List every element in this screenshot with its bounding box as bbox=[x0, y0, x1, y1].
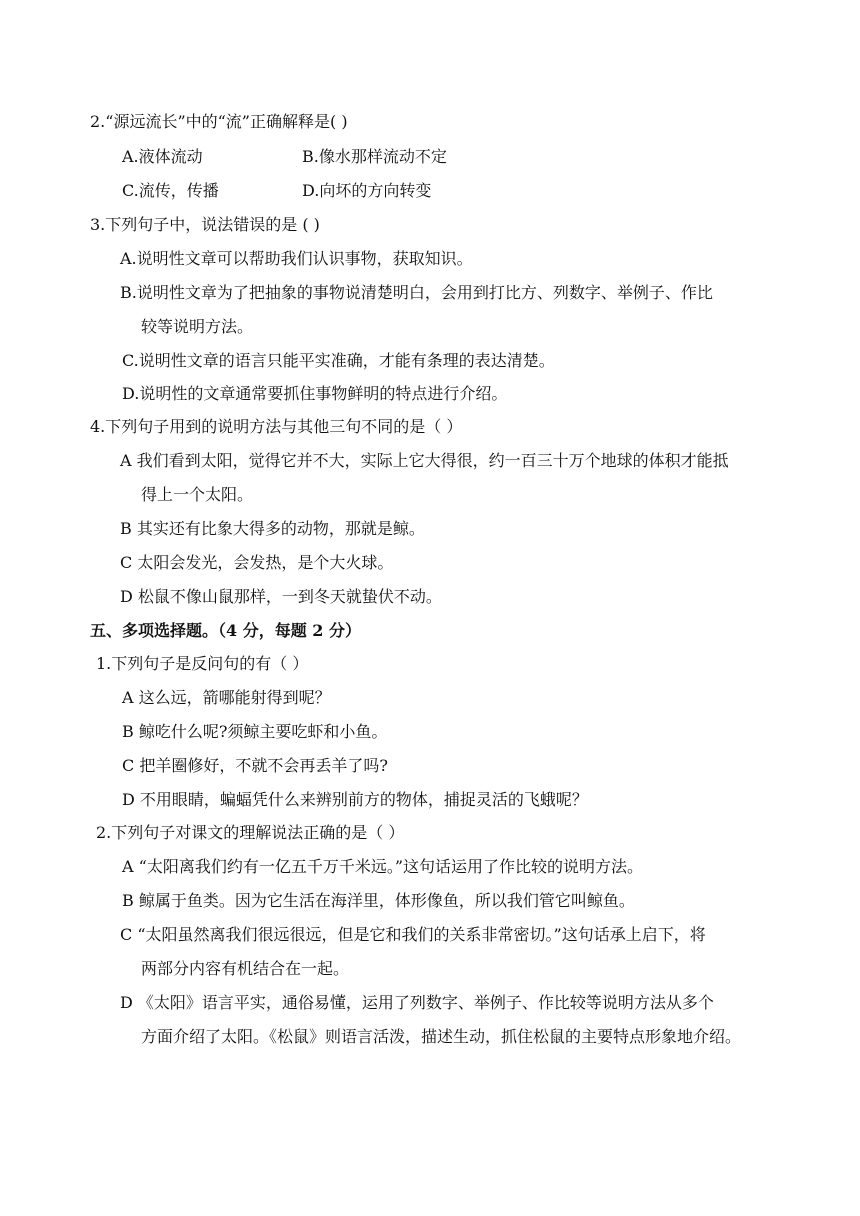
question-2-option-b: B.像水那样流动不定 bbox=[302, 147, 447, 166]
question-2-stem: 2.“源远流长”中的“流”正确解释是( ) bbox=[90, 112, 348, 131]
question-3-option-b-line2: 较等说明方法。 bbox=[141, 317, 254, 336]
question-2-option-d: D.向坏的方向转变 bbox=[302, 181, 432, 200]
question-3-option-d: D.说明性的文章通常要抓住事物鲜明的特点进行介绍。 bbox=[122, 384, 508, 403]
multi-question-2-option-c-line2: 两部分内容有机结合在一起。 bbox=[141, 959, 350, 978]
question-3-stem: 3.下列句子中，说法错误的是 ( ) bbox=[90, 215, 320, 234]
multi-question-2-option-a: A “太阳离我们约有一亿五千万千米远。”这句话运用了作比较的说明方法。 bbox=[122, 857, 644, 876]
question-3-option-b-line1: B.说明性文章为了把抽象的事物说清楚明白，会用到打比方、列数字、举例子、作比 bbox=[120, 283, 713, 302]
question-4-option-b: B 其实还有比象大得多的动物，那就是鲸。 bbox=[120, 519, 425, 538]
question-4-option-c: C 太阳会发光，会发热，是个大火球。 bbox=[120, 553, 394, 572]
question-4-option-a-line1: A 我们看到太阳，觉得它并不大，实际上它大得很，约一百三十万个地球的体积才能抵 bbox=[120, 451, 729, 470]
multi-question-1-option-b: B 鲸吃什么呢?须鲸主要吃虾和小鱼。 bbox=[122, 722, 388, 741]
multi-question-1-option-d: D 不用眼睛，蝙蝠凭什么来辨别前方的物体，捕捉灵活的飞蛾呢？ bbox=[122, 790, 588, 809]
multi-question-2-option-c-line1: C “太阳虽然离我们很远很远，但是它和我们的关系非常密切。”这句话承上启下，将 bbox=[120, 925, 706, 944]
question-2-option-a: A.液体流动 bbox=[122, 147, 203, 166]
question-2-option-c: C.流传，传播 bbox=[122, 181, 219, 200]
multi-question-2-option-d-line2: 方面介绍了太阳。《松鼠》则语言活泼，描述生动，抓住松鼠的主要特点形象地介绍。 bbox=[141, 1027, 742, 1046]
multi-question-1-option-c: C 把羊圈修好，不就不会再丢羊了吗? bbox=[122, 756, 388, 775]
multi-question-2-stem: 2.下列句子对课文的理解说法正确的是（ ） bbox=[96, 823, 405, 842]
question-3-option-c: C.说明性文章的语言只能平实准确，才能有条理的表达清楚。 bbox=[122, 351, 555, 370]
multi-question-1-option-a: A 这么远，箭哪能射得到呢？ bbox=[122, 688, 331, 707]
multi-question-1-stem: 1.下列句子是反问句的有（ ） bbox=[96, 654, 309, 673]
section-5-title: 五、多项选择题。（4 分，每题 2 分） bbox=[90, 621, 361, 640]
question-4-stem: 4.下列句子用到的说明方法与其他三句不同的是（ ） bbox=[90, 417, 463, 436]
question-4-option-d: D 松鼠不像山鼠那样，一到冬天就蛰伏不动。 bbox=[120, 587, 442, 606]
question-3-option-a: A.说明性文章可以帮助我们认识事物，获取知识。 bbox=[120, 249, 473, 268]
question-4-option-a-line2: 得上一个太阳。 bbox=[141, 485, 254, 504]
multi-question-2-option-b: B 鲸属于鱼类。因为它生活在海洋里，体形像鱼，所以我们管它叫鲸鱼。 bbox=[122, 891, 635, 910]
multi-question-2-option-d-line1: D 《太阳》语言平实，通俗易懂，运用了列数字、举例子、作比较等说明方法从多个 bbox=[120, 993, 714, 1012]
